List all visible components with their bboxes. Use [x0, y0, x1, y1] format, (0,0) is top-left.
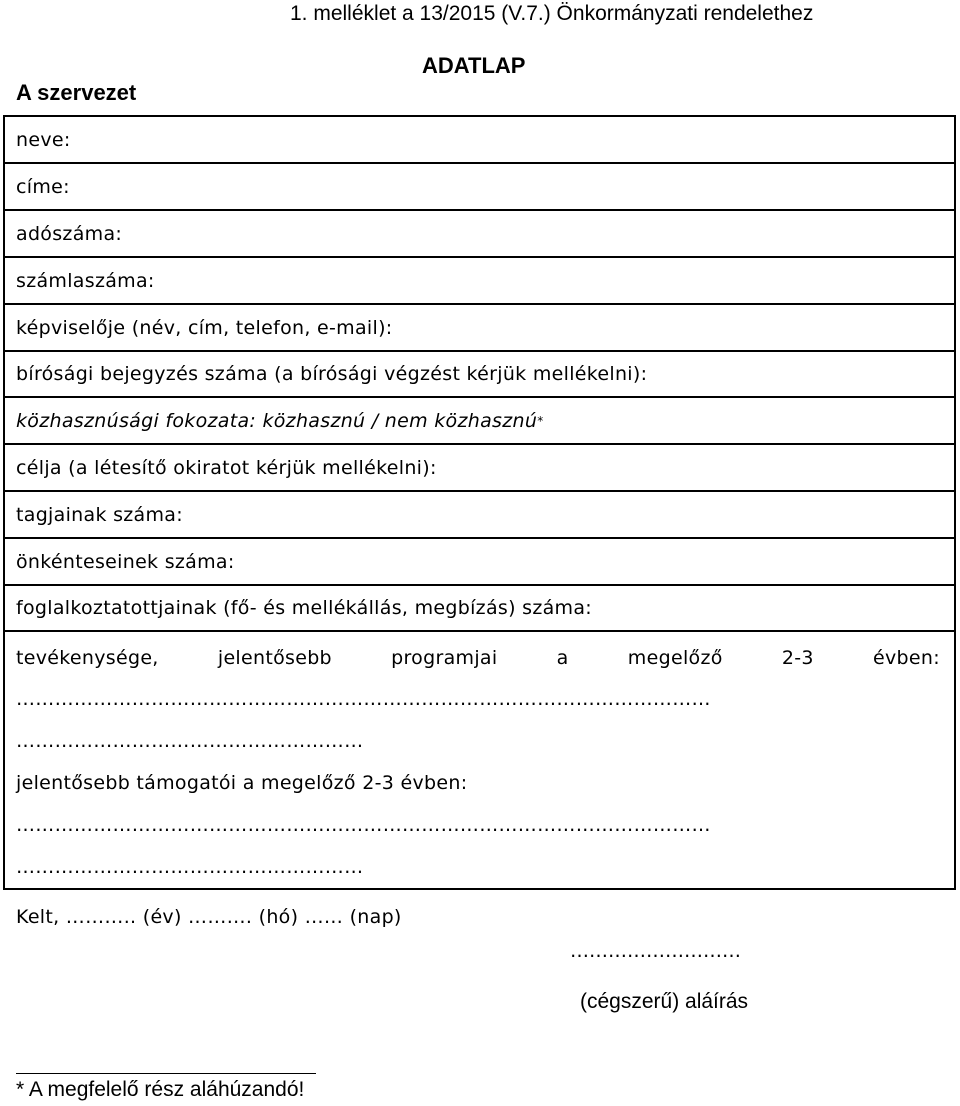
signature-label: (cégszerű) aláírás [580, 990, 749, 1013]
volunteers-count-label: önkénteseinek száma: [16, 550, 235, 573]
account-number-label: számlaszáma: [16, 269, 155, 292]
activities-word: 2-3 [781, 647, 814, 669]
footnote: * A megfelelő rész aláhúzandó! [16, 1078, 305, 1101]
public-benefit-field[interactable] [5, 398, 954, 445]
footnote-mark: * [537, 413, 544, 428]
address-field[interactable] [5, 164, 954, 211]
account-number-field[interactable] [5, 258, 954, 305]
page-title: ADATLAP [422, 53, 526, 78]
supporters-label: jelentősebb támogatói a megelőző 2-3 évben: [16, 772, 468, 794]
representative-label: képviselője (név, cím, telefon, e-mail): [16, 316, 393, 339]
signature-dotted-line: ……………………… [570, 940, 741, 962]
activities-word: programjai [391, 647, 498, 669]
activities-word: jelentősebb [217, 647, 332, 669]
supporters-dotted-line: ……………………………………………… [16, 856, 364, 878]
employees-count-field[interactable] [5, 586, 954, 632]
purpose-field[interactable] [5, 445, 954, 492]
court-registration-field[interactable] [5, 352, 954, 398]
activities-label [16, 638, 954, 678]
activities-dotted-line: ……………………………………………………………………………………………… [16, 688, 711, 710]
purpose-label: célja (a létesítő okiratot kérjük mellékelni): [16, 456, 437, 479]
name-field[interactable] [5, 117, 954, 164]
tax-number-label: adószáma: [16, 222, 123, 245]
representative-field[interactable] [5, 305, 954, 352]
name-label: neve: [16, 128, 71, 151]
footnote-divider [16, 1073, 316, 1074]
activities-word: tevékenysége, [16, 647, 159, 669]
address-label: címe: [16, 175, 70, 198]
activities-word: a [556, 647, 569, 669]
court-registration-label: bírósági bejegyzés száma (a bírósági végzést kérjük mellékelni): [16, 363, 648, 385]
activities-dotted-line: ……………………………………………… [16, 730, 364, 752]
members-count-field[interactable] [5, 492, 954, 539]
members-count-label: tagjainak száma: [16, 503, 183, 526]
tax-number-field[interactable] [5, 211, 954, 258]
organization-form [3, 115, 956, 890]
supporters-dotted-line: ……………………………………………………………………………………………… [16, 814, 711, 836]
employees-count-label: foglalkoztatottjainak (fő- és mellékállás, megbízás) száma: [16, 597, 593, 619]
activities-word: megelőző [627, 647, 723, 669]
activities-word: évben: [873, 647, 940, 669]
volunteers-count-field[interactable] [5, 539, 954, 586]
public-benefit-label: közhasznúsági fokozata: közhasznú / nem közhasznú [16, 409, 538, 432]
annex-reference: 1. melléklet a 13/2015 (V.7.) Önkormányzati rendelethez [290, 2, 814, 25]
activities-and-supporters-field[interactable] [5, 632, 954, 888]
section-heading: A szervezet [16, 80, 137, 105]
date-line: Kelt, ……….. (év) ………. (hó) …… (nap) [16, 906, 402, 928]
